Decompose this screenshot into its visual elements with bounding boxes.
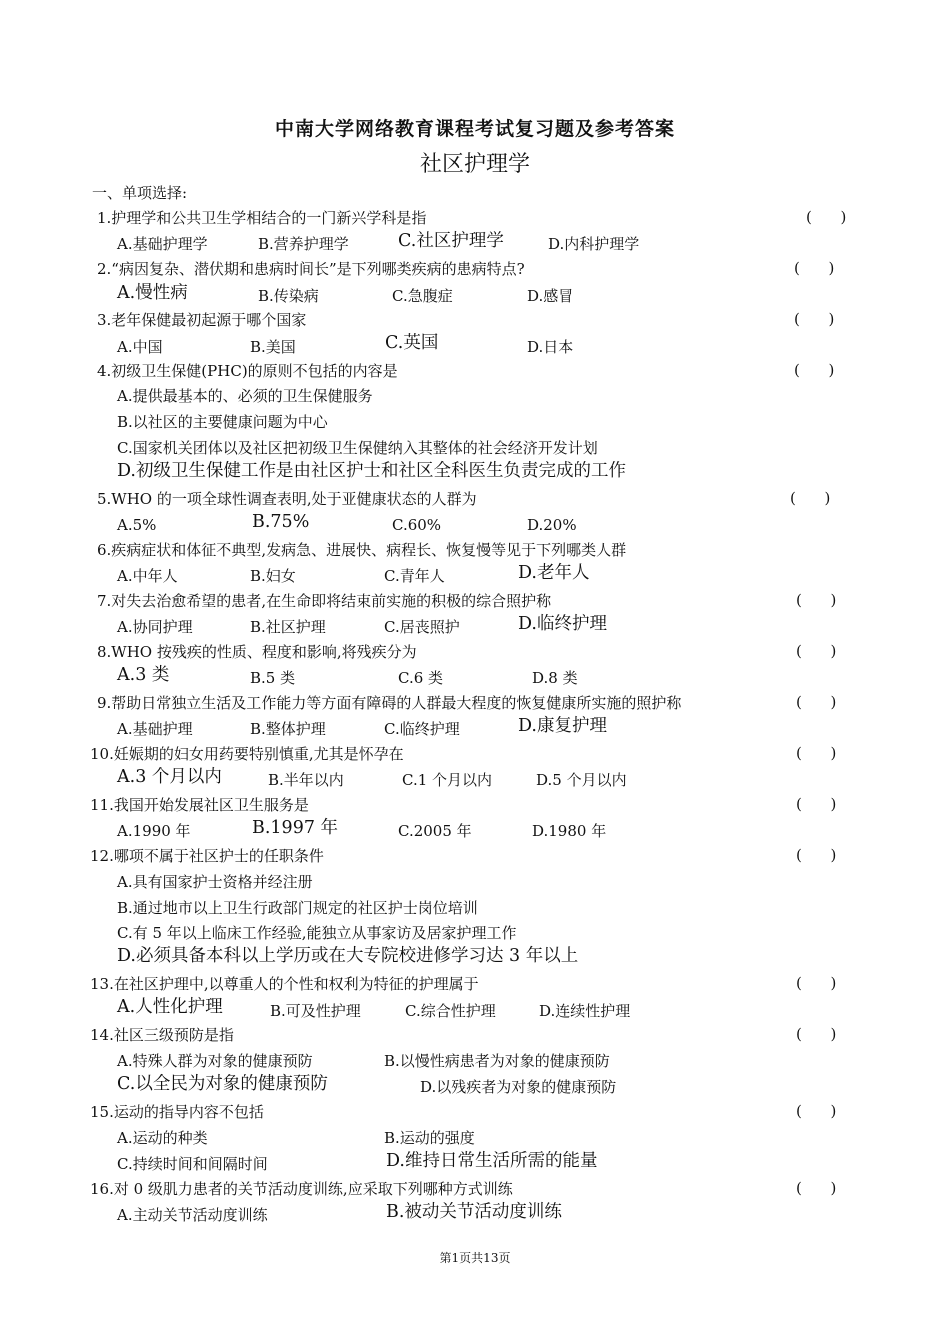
option: A.3 个月以内: [117, 767, 222, 787]
option: B.通过地市以上卫生行政部门规定的社区护士岗位培训: [117, 899, 478, 917]
answer-blank: ( ): [794, 361, 835, 379]
option: A.特殊人群为对象的健康预防: [117, 1052, 313, 1070]
option: C.综合性护理: [405, 1002, 496, 1020]
answer-blank: ( ): [796, 693, 837, 711]
option: A.中国: [117, 338, 163, 356]
option: C.6 类: [398, 669, 444, 687]
option: A.主动关节活动度训练: [117, 1206, 268, 1224]
option: A.3 类: [117, 665, 170, 685]
question-stem: 12.哪项不属于社区护士的任职条件: [90, 847, 324, 865]
option: B.以慢性病患者为对象的健康预防: [384, 1052, 610, 1070]
option: C.居丧照护: [384, 618, 460, 636]
option: B.运动的强度: [384, 1129, 475, 1147]
question-stem: 1.护理学和公共卫生学相结合的一门新兴学科是指: [97, 209, 427, 227]
option: B.社区护理: [250, 618, 326, 636]
answer-blank: ( ): [796, 1102, 837, 1120]
question-stem: 2.“病因复杂、潜伏期和患病时间长”是下列哪类疾病的患病特点?: [97, 260, 525, 278]
answer-blank: ( ): [796, 846, 837, 864]
question-stem: 13.在社区护理中,以尊重人的个性和权利为特征的护理属于: [90, 975, 479, 993]
answer-blank: ( ): [790, 489, 831, 507]
option: A.具有国家护士资格并经注册: [117, 873, 313, 891]
option: B.被动关节活动度训练: [386, 1202, 562, 1222]
option: B.营养护理学: [258, 235, 349, 253]
question-stem: 5.WHO 的一项全球性调查表明,处于亚健康状态的人群为: [97, 490, 477, 508]
question-stem: 4.初级卫生保健(PHC)的原则不包括的内容是: [97, 362, 398, 380]
answer-blank: ( ): [796, 744, 837, 762]
option: C.60%: [392, 516, 442, 534]
option: B.传染病: [258, 287, 319, 305]
option: D.20%: [527, 516, 577, 534]
option: B.可及性护理: [270, 1002, 361, 1020]
answer-blank: ( ): [796, 642, 837, 660]
option: D.感冒: [527, 287, 574, 305]
option: D.5 个月以内: [536, 771, 627, 789]
answer-blank: ( ): [796, 591, 837, 609]
option: B.妇女: [250, 567, 296, 585]
option: D.以残疾者为对象的健康预防: [420, 1078, 617, 1096]
option: B.以社区的主要健康问题为中心: [117, 413, 328, 431]
option: A.基础护理: [117, 720, 193, 738]
question-stem: 9.帮助日常独立生活及工作能力等方面有障碍的人群最大程度的恢复健康所实施的照护称: [97, 694, 682, 712]
option: A.中年人: [117, 567, 178, 585]
answer-blank: ( ): [796, 1179, 837, 1197]
option: D.必须具备本科以上学历或在大专院校进修学习达 3 年以上: [117, 946, 579, 966]
option: D.日本: [527, 338, 574, 356]
option: A.慢性病: [117, 283, 188, 303]
answer-blank: ( ): [794, 310, 835, 328]
option: C.急腹症: [392, 287, 453, 305]
section-heading: 一、单项选择:: [92, 184, 188, 202]
option: D.老年人: [518, 563, 590, 583]
answer-blank: ( ): [796, 795, 837, 813]
option: C.临终护理: [384, 720, 460, 738]
question-stem: 11.我国开始发展社区卫生服务是: [90, 796, 309, 814]
option: C.青年人: [384, 567, 445, 585]
question-stem: 10.妊娠期的妇女用药要特别慎重,尤其是怀孕在: [90, 745, 404, 763]
question-stem: 8.WHO 按残疾的性质、程度和影响,将残疾分为: [97, 643, 417, 661]
answer-blank: ( ): [806, 208, 847, 226]
option: D.1980 年: [532, 822, 607, 840]
option: A.提供最基本的、必须的卫生保健服务: [117, 387, 373, 405]
option: D.临终护理: [518, 614, 607, 634]
question-stem: 7.对失去治愈希望的患者,在生命即将结束前实施的积极的综合照护称: [97, 592, 552, 610]
question-stem: 3.老年保健最初起源于哪个国家: [97, 311, 307, 329]
document-title: 中南大学网络教育课程考试复习题及参考答案: [274, 118, 675, 140]
option: B.1997 年: [252, 818, 339, 838]
option: A.基础护理学: [117, 235, 208, 253]
option: D.内科护理学: [548, 235, 640, 253]
option: A.运动的种类: [117, 1129, 208, 1147]
option: B.美国: [250, 338, 296, 356]
option: C.2005 年: [398, 822, 472, 840]
option: C.国家机关团体以及社区把初级卫生保健纳入其整体的社会经济开发计划: [117, 439, 598, 457]
option: C.持续时间和间隔时间: [117, 1155, 268, 1173]
answer-blank: ( ): [794, 259, 835, 277]
option: A.人性化护理: [117, 997, 223, 1017]
option: B.5 类: [250, 669, 296, 687]
option: A.1990 年: [117, 822, 191, 840]
question-stem: 14.社区三级预防是指: [90, 1026, 234, 1044]
page-number: 第1页共13页: [439, 1251, 511, 1265]
option: C.社区护理学: [398, 231, 504, 251]
option: C.有 5 年以上临床工作经验,能独立从事家访及居家护理工作: [117, 924, 517, 942]
option: A.协同护理: [117, 618, 193, 636]
option: B.整体护理: [250, 720, 326, 738]
answer-blank: ( ): [796, 974, 837, 992]
option: D.康复护理: [518, 716, 607, 736]
answer-blank: ( ): [796, 1025, 837, 1043]
course-title: 社区护理学: [419, 152, 530, 177]
question-stem: 6.疾病症状和体征不典型,发病急、进展快、病程长、恢复慢等见于下列哪类人群: [97, 541, 627, 559]
option: B.半年以内: [268, 771, 344, 789]
option: D.维持日常生活所需的能量: [386, 1151, 598, 1171]
option: D.8 类: [532, 669, 578, 687]
option: C.英国: [385, 333, 439, 353]
option: B.75%: [252, 512, 310, 532]
question-stem: 15.运动的指导内容不包括: [90, 1103, 264, 1121]
option: C.以全民为对象的健康预防: [117, 1074, 328, 1094]
question-stem: 16.对 0 级肌力患者的关节活动度训练,应采取下列哪种方式训练: [90, 1180, 513, 1198]
option: D.连续性护理: [539, 1002, 631, 1020]
option: C.1 个月以内: [402, 771, 493, 789]
option: D.初级卫生保健工作是由社区护士和社区全科医生负责完成的工作: [117, 461, 626, 481]
option: A.5%: [117, 516, 157, 534]
